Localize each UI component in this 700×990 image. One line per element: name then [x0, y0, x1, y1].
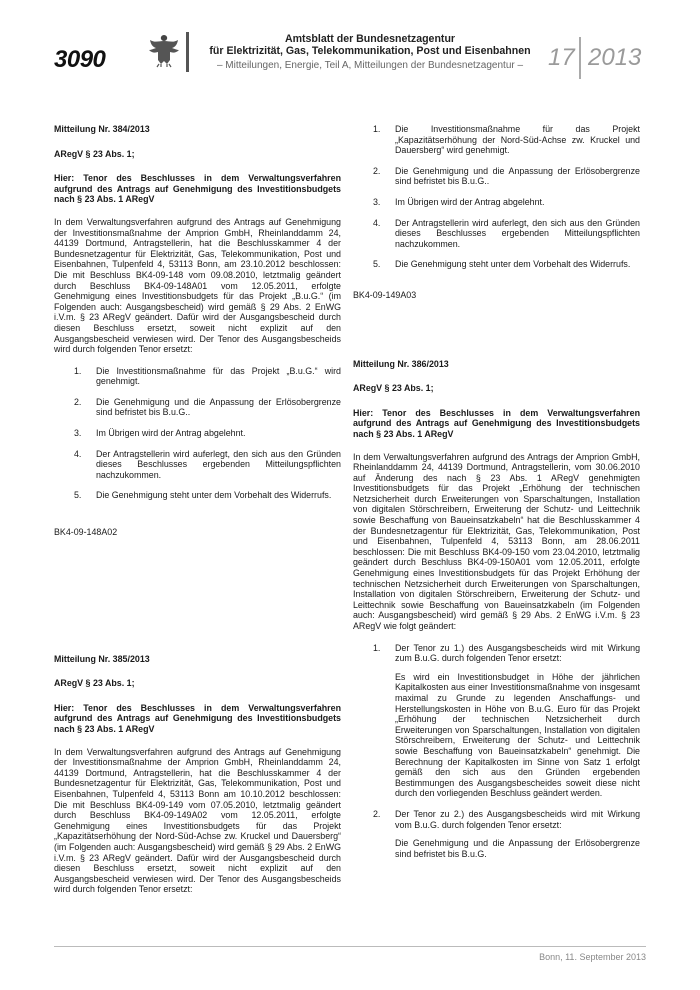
- item-text: Der Tenor zu 1.) des Ausgangsbescheids wird mit Wirkung zum B.u.G. durch folgenden Tenor ersetzt:: [395, 642, 640, 664]
- gazette-title: [200, 33, 540, 57]
- item-text: Die Genehmigung steht unter dem Vorbehalt des Widerrufs.: [395, 259, 631, 270]
- item-text: Der Antragstellerin wird auferlegt, den sich aus den Gründen dieses Beschlusses ergebenden Mitteilungspflichten nachzukommen.: [395, 217, 640, 249]
- notice-385: [54, 654, 341, 895]
- item-number: 3.: [373, 196, 381, 207]
- right-column: [353, 124, 640, 869]
- list-item: [353, 197, 640, 208]
- list-item: [54, 428, 341, 439]
- list-item: [54, 490, 341, 501]
- item-text: Der Antragstellerin wird auferlegt, den sich aus den Gründen dieses Beschlusses ergebenden Mitteilungspflichten nachzukommen.: [96, 448, 341, 480]
- notice-heading: Hier: Tenor des Beschlusses in dem Verwaltungsverfahren aufgrund des Antrags auf Genehmigung des Investitionsbudgets nach § 23 Abs. 1 ARegV: [54, 173, 341, 205]
- federal-eagle-icon: [146, 33, 182, 69]
- list-item: [353, 259, 640, 270]
- item-number: 1.: [74, 365, 82, 376]
- notice-law: ARegV § 23 Abs. 1;: [54, 678, 135, 689]
- issue-divider: [579, 37, 581, 79]
- item-text: Im Übrigen wird der Antrag abgelehnt.: [96, 428, 246, 439]
- list-item: [54, 449, 341, 481]
- list-item: [353, 218, 640, 250]
- notice-law: ARegV § 23 Abs. 1;: [54, 148, 135, 159]
- gazette-title-line2: für Elektrizität, Gas, Telekommunikation, Post und Eisenbahnen: [209, 45, 531, 57]
- item-number: 1.: [373, 642, 381, 653]
- tenor-list-385-continued: [353, 124, 640, 270]
- list-item: [353, 643, 640, 799]
- list-item: [353, 124, 640, 156]
- notice-body: In dem Verwaltungsverfahren aufgrund des Antrags der Amprion GmbH, Rheinlanddamm 24, 44139 Dortmund, Antragstellerin, vom 30.06.2010 auf Änderung des nach § 23 Abs. 1 ARegV genehmigten Investitionsbudgets für das Projekt „Erhöhung der technischen Netzsicherheit durch Erweiterungen von Sparschaltungen, Installation von digitalen Störschreibern, Erweiterung der Schutz- und Leittechnik sowie Beschaffung von Baueinsatzkabeln“ hat die Beschlusskammer 4 der Bundesnetzagentur für Elektrizität, Gas, Telekommunikation, Post und Eisenbahnen, Tulpenfeld 4, 53113 Bonn, am 28.06.2011 beschlossen: Die mit Beschluss BK4-09-150 vom 23.04.2010, letztmalig geändert durch Beschluss BK4-09-150A01 vom 12.05.2011, erfolgte Genehmigung eines Investitionsbudgets für das Projekt Erhöhung der technischen Netzsicherheit durch Erweiterungen von Sparschaltungen, Installation von digitalen Störschreibern, Erweiterung der Schutz- und Leittechnik sowie Beschaffung von Baueinsatzkabeln (im Folgenden auch: Ausgangsbescheid) wird gemäß § 29 Abs. 2 EnWG i.V.m. § 23 ARegV wie folgt geändert:: [353, 451, 640, 631]
- item-number: 2.: [373, 808, 381, 819]
- notice-heading: Hier: Tenor des Beschlusses in dem Verwaltungsverfahren aufgrund des Antrags auf Genehmigung des Investitionsbudgets nach § 23 Abs. 1 ARegV: [353, 407, 640, 439]
- gazette-subtitle: – Mitteilungen, Energie, Teil A, Mitteilungen der Bundesnetzagentur –: [216, 60, 524, 71]
- tenor-list: [353, 643, 640, 860]
- item-text: Die Genehmigung steht unter dem Vorbehalt des Widerrufs.: [96, 490, 332, 501]
- item-text: Die Investitionsmaßnahme für das Projekt „Kapazitätserhöhung der Nord-Süd-Achse zw. Kruckel und Dauersberg“ wird genehmigt.: [395, 124, 640, 156]
- item-text: Der Tenor zu 2.) des Ausgangsbescheids wird mit Wirkung vom B.u.G. durch folgenden Tenor ersetzt:: [395, 808, 640, 830]
- item-text: Die Genehmigung und die Anpassung der Erlösobergrenze sind befristet bis B.u.G..: [96, 396, 341, 418]
- reference-number: BK4-09-148A02: [54, 527, 118, 538]
- header-divider: [186, 32, 189, 72]
- item-number: 2.: [74, 396, 82, 407]
- notice-384: [54, 124, 341, 538]
- item-number: 4.: [373, 217, 381, 228]
- item-number: 2.: [373, 165, 381, 176]
- item-number: 3.: [74, 428, 82, 439]
- reference-number: BK4-09-149A03: [353, 289, 417, 300]
- item-replacement-text: Es wird ein Investitionsbudget in Höhe der jährlichen Kapitalkosten aus einer Investitionsmaßnahme von insgesamt maximal zu Grunde zu legenden Anschaffungs- und Herstellungskosten in Höhe von B.u.G. Euro für das Projekt „Erhöhung der technischen Netzsicherheit durch Erweiterungen von Sparschaltungen, Installation von digitalen Störschreibern, Erweiterung der Schutz- und Leittechnik sowie Beschaffung von Baueinsatzkabeln“ genehmigt. Die Berechnung der Kapitalkosten im Sinne von Satz 1 erfolgt gemäß den sich aus den Gründen ergebenden Bestimmungen des Ausgangsbescheides soweit diese nicht durch den vorliegenden Beschluss geändert werden.: [395, 671, 640, 799]
- notice-body: In dem Verwaltungsverfahren aufgrund des Antrags auf Genehmigung der Investitionsmaßnahme der Amprion GmbH, Rheinlanddamm 24, 44139 Dortmund, Antragstellerin, hat die Beschlusskammer 4 der Bundesnetzagentur für Elektrizität, Gas, Telekommunikation, Post und Eisenbahnen, Tulpenfeld 4, 53113 Bonn am 10.10.2012 beschlossen: Die mit Beschluss BK4-09-149 vom 07.05.2010, letztmalig geändert durch Beschluss BK4-09-149A02 vom 12.05.2011, erfolgte Genehmigung eines Investitionsbudgets für das Projekt „Kapazitätserhöhung der Nord-Süd-Achse zw. Kruckel und Dauersberg“ (im Folgenden auch: Ausgangsbescheid) wird gemäß § 29 Abs. 2 EnWG i.V.m. § 23 ARegV geändert. Dafür wird der Ausgangsbescheid durch diesen Beschluss ersetzt, soweit nicht explizit auf den Ausgangsbescheid verwiesen wird. Der Tenor des Ausgangsbescheids wird durch folgenden Tenor ersetzt:: [54, 746, 341, 895]
- item-number: 1.: [373, 124, 381, 134]
- list-item: [54, 397, 341, 418]
- list-item: [54, 366, 341, 387]
- notice-title: Mitteilung Nr. 384/2013: [54, 124, 150, 134]
- notice-title: Mitteilung Nr. 386/2013: [353, 358, 449, 369]
- page-number: 3090: [54, 46, 106, 73]
- left-column: [54, 124, 341, 906]
- notice-title: Mitteilung Nr. 385/2013: [54, 653, 150, 664]
- notice-law: ARegV § 23 Abs. 1;: [353, 383, 434, 394]
- item-number: 4.: [74, 448, 82, 459]
- tenor-list: [54, 366, 341, 501]
- item-text: Die Investitionsmaßnahme für das Projekt „B.u.G.“ wird genehmigt.: [96, 365, 341, 387]
- issue-number: 17: [548, 44, 575, 71]
- list-item: [353, 166, 640, 187]
- footer-divider: [54, 946, 646, 947]
- notice-heading: Hier: Tenor des Beschlusses in dem Verwaltungsverfahren aufgrund des Antrags auf Genehmigung des Investitionsbudgets nach § 23 Abs. 1 ARegV: [54, 702, 341, 734]
- notice-body: In dem Verwaltungsverfahren aufgrund des Antrags auf Genehmigung der Investitionsmaßnahme der Amprion GmbH, Rheinlanddamm 24, 44139 Dortmund, Antragstellerin, hat die Beschlusskammer 4 der Bundesnetzagentur für Elektrizität, Gas, Telekommunikation, Post und Eisenbahnen, Tulpenfeld 4, 53113 Bonn, am 23.10.2012 beschlossen: Die mit Beschluss BK4-09-148 vom 09.08.2010, letztmalig geändert durch Beschluss BK4-09-148A01 vom 12.05.2011, erfolgte Genehmigung eines Investitionsbudgets für das Projekt „B.u.G.“ (im Folgenden auch: Ausgangsbescheid) wird gemäß § 29 Abs. 2 EnWG i.V.m. § 23 ARegV geändert. Dafür wird der Ausgangsbescheid durch diesen Beschluss ersetzt, soweit nicht explizit auf den Ausgangsbescheid verwiesen wird. Der Tenor des Ausgangsbescheids wird durch folgenden Tenor ersetzt:: [54, 216, 341, 355]
- gazette-title-line1: Amtsblatt der Bundesnetzagentur: [284, 33, 456, 45]
- item-replacement-text: Die Genehmigung und die Anpassung der Erlösobergrenze sind befristet bis B.u.G.: [395, 838, 640, 859]
- notice-386: [353, 359, 640, 860]
- issue-year: 2013: [588, 44, 642, 71]
- list-item: [353, 809, 640, 859]
- item-number: 5.: [74, 490, 82, 501]
- item-number: 5.: [373, 259, 381, 270]
- item-text: Die Genehmigung und die Anpassung der Erlösobergrenze sind befristet bis B.u.G..: [395, 165, 640, 187]
- footer-date: Bonn, 11. September 2013: [539, 952, 646, 962]
- item-text: Im Übrigen wird der Antrag abgelehnt.: [395, 196, 545, 207]
